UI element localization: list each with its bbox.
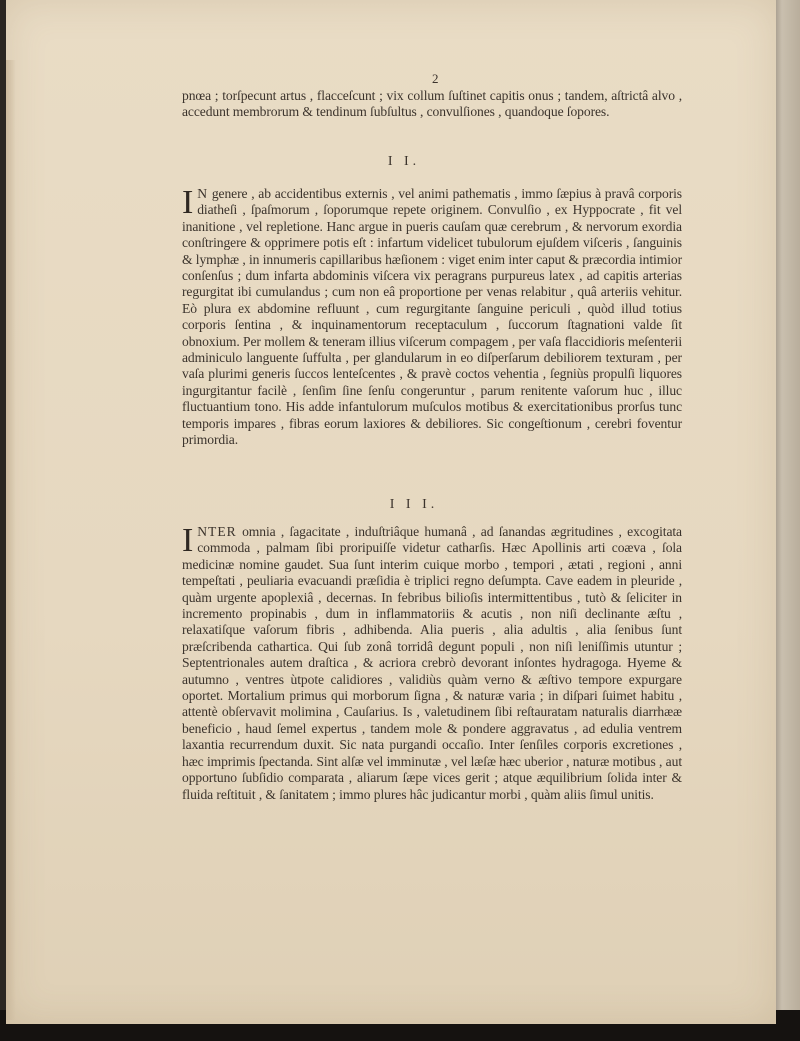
- section-2-body: genere , ab accidentibus externis , vel animi pathematis , immo ſæpius à pravâ corporis diatheſi , ſpaſmorum , ſoporumque repete originem. Convulſio , ex Hyppocrate , fit vel inanitione , vel repletione. Hanc argue in pueris cauſam quæ cerebrum , & nervorum exordia conſtringere & opprimere potis eſt : infartum videlicet tubulorum ejuſdem viſceris , ſanguinis & lymphæ , in innumeris capillaribus hæſionem : viget enim inter caput & præcordia intimior conſenſus ; dum infarta abdominis viſcera vix peragrans purpureus latex , ad capitis arterias regurgitat ibi cumulandus ; cum non eâ proportione per venas relabitur , quâ arteriis vehitur. Eò plura ex abdomine refluunt , cum regurgitante ſanguine periculi , quòd illud totius corporis ſentina , & inquinamentorum receptaculum , ſuccorum ſtagnationi valde ſit obnoxium. Per mollem & teneram illius viſcerum compagem , per vaſa flaccidioris meſenterii adminiculo languente ſuffulta , per glandularum in eo diſperſarum debiliorem texturam , per vaſa plurimi generis ſuccos lenteſcentes , & pravè coctos vehentia , ſegniùs propulſi liquores ingurgitantur facilè , ſenſim ſine ſenſu congeruntur , parum renitente vaſorum huc , illuc fluctuantium tono. His adde infantulorum muſculos motibus & exercitationibus prorſus tunc temporis impares , fibras eorum laxiores & debiliores. Sic congeſtionum , cerebri foventur primordia.: [182, 186, 682, 448]
- section-3-lead: NTER: [197, 524, 237, 539]
- section-2-paragraph: [182, 186, 682, 449]
- paragraph-continued: [182, 88, 682, 121]
- dropcap-3: I: [182, 522, 194, 559]
- section-heading-2: I I.: [387, 154, 421, 169]
- section-2-lead: N: [197, 186, 209, 201]
- section-3-paragraph: [182, 524, 682, 803]
- dropcap-2: I: [182, 184, 194, 221]
- section-heading-3: I I I.: [389, 497, 439, 512]
- paragraph-1-text: pnœa ; torſpecunt artus , flacceſcunt ; vix collum ſuſtinet capitis onus ; tandem, aſtrictâ alvo , accedunt membrorum & tendinum ſubſultus , convulſiones , quandoque ſopores.: [182, 88, 682, 120]
- section-3-body: omnia , ſagacitate , induſtriâque humanâ , ad ſanandas ægritudines , excogitata commoda , palmam ſibi proripuiſſe videtur catharſis. Hæc Apollinis arti coæva , ſola medicinæ nomine gaudet. Sua ſunt interim cuique morbo , tempori , ætati , regioni , anni tempeſtati , peuliaria evacuandi præſidia è triplici regno deſumpta. Cave eadem in pleuride , quàm urgente apoplexiâ , decernas. In febribus bilioſis intermittentibus , tutò & ſeliciter in incremento propinabis , dum in inflammatoriis & acutis , non niſi declinante æſtu , relaxatiſque vaſorum fibris , adhibenda. Alia pueris , alia adultis , alia ſenibus ſunt præſcribenda cathartica. Qui ſub zonâ torridâ degunt populi , non niſi leniſſimis utuntur ; Septentrionales autem draſtica , & acriora crebrò devorant inſontes hydragoga. Hyeme & autumno , ventres ùtpote calidiores , validiùs quàm verno & æſtivo tempore expurgare oportet. Mortalium primus qui morborum ſigna , & naturæ varia ; in diſpari ſuimet habitu , attentè obſervavit molimina , Cauſarius. Is , valetudinem ſibi reſtauratam naturalis diarrhææ beneficio , haud ſemel expertus , tandem mole & pondere aggravatus , ad edulia ventrem laxantia recurrendum duxit. Sic nata purgandi occaſio. Inter ſenſiles corporis excretiones , hæc imprimis ſpectanda. Sint alſæ vel imminutæ , vel læſæ hæc uberior , naturæ motibus , aut opportuno ſubſidio comparata , aliarum ſæpe vices gerit ; atque æquilibrium ſolida inter & fluida reſtituit , & ſanitatem ; immo plures hâc judicantur morbi , quàm aliis ſimul unitis.: [182, 524, 682, 802]
- page-number: 2: [432, 71, 439, 86]
- page-gutter-shadow: [6, 60, 16, 1020]
